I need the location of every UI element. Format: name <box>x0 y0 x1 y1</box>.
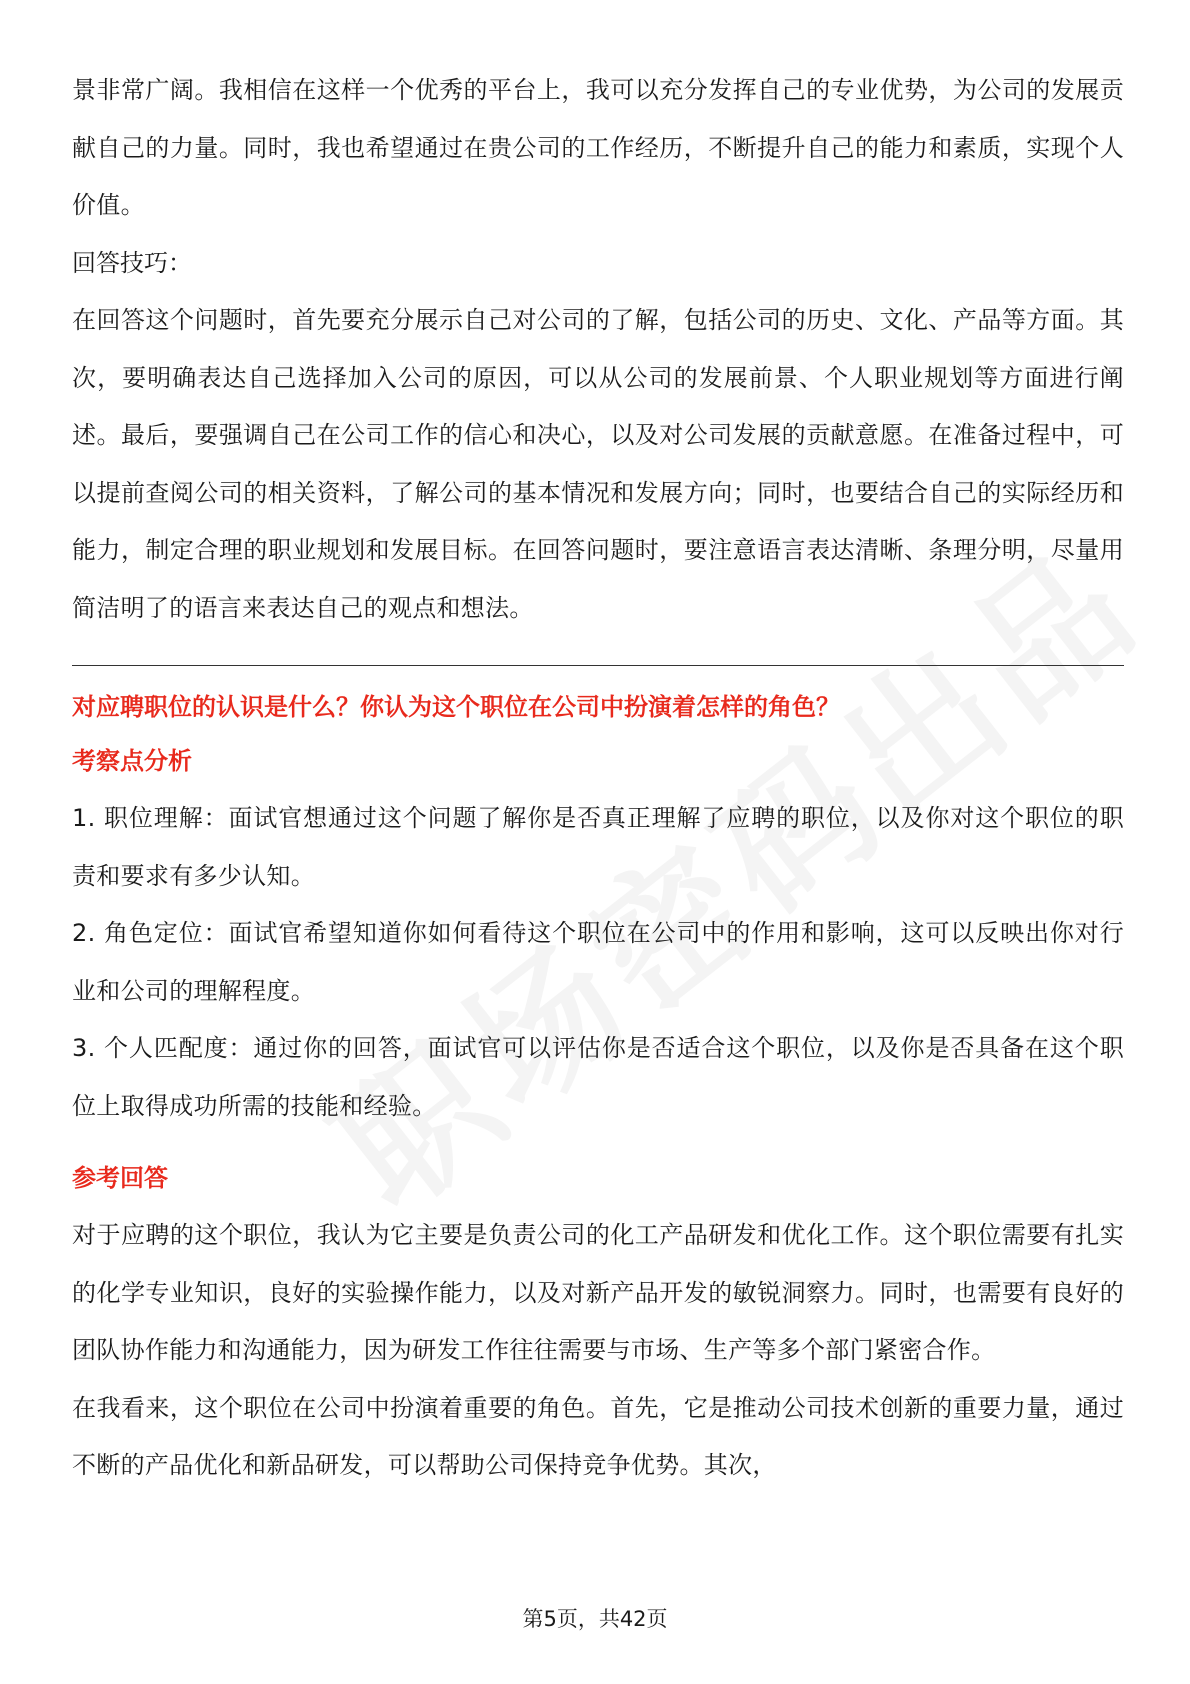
answer-title: 参考回答 <box>72 1164 168 1192</box>
answer-paragraph-1: 对于应聘的这个职位，我认为它主要是负责公司的化工产品研发和优化工作。这个职位需要有扎实的化学专业知识，良好的实验操作能力，以及对新产品开发的敏锐洞察力。同时，也需要有良好的团队协作能力和沟通能力，因为研发工作往往需要与市场、生产等多个部门紧密合作。 <box>72 1221 1124 1364</box>
answer-paragraph-2: 在我看来，这个职位在公司中扮演着重要的角色。首先，它是推动公司技术创新的重要力量，通过不断的产品优化和新品研发，可以帮助公司保持竞争优势。其次， <box>72 1393 1124 1479</box>
tips-paragraph: 在回答这个问题时，首先要充分展示自己对公司的了解，包括公司的历史、文化、产品等方面。其次，要明确表达自己选择加入公司的原因，可以从公司的发展前景、个人职业规划等方面进行阐述。最后，要强调自己在公司工作的信心和决心，以及对公司发展的贡献意愿。在准备过程中，可以提前查阅公司的相关资料，了解公司的基本情况和发展方向；同时，也要结合自己的实际经历和能力，制定合理的职业规划和发展目标。在回答问题时，要注意语言表达清晰、条理分明，尽量用简洁明了的语言来表达自己的观点和想法。 <box>72 306 1124 622</box>
tips-label: 回答技巧： <box>72 248 192 277</box>
analysis-point-2: 2. 角色定位：面试官希望知道你如何看待这个职位在公司中的作用和影响，这可以反映出你对行业和公司的理解程度。 <box>72 919 1124 1005</box>
section-gap <box>72 1135 1124 1149</box>
intro-paragraph: 景非常广阔。我相信在这样一个优秀的平台上，我可以充分发挥自己的专业优势，为公司的发展贡献自己的力量。同时，我也希望通过在贵公司的工作经历，不断提升自己的能力和素质，实现个人价值。 <box>72 76 1124 219</box>
section-divider <box>72 665 1124 666</box>
analysis-point-1: 1. 职位理解：面试官想通过这个问题了解你是否真正理解了应聘的职位，以及你对这个职位的职责和要求有多少认知。 <box>72 804 1124 890</box>
analysis-point-3: 3. 个人匹配度：通过你的回答，面试官可以评估你是否适合这个职位，以及你是否具备在这个职位上取得成功所需的技能和经验。 <box>72 1034 1124 1120</box>
page-footer: 第5页，共42页 <box>522 1607 668 1631</box>
question-title: 对应聘职位的认识是什么？你认为这个职位在公司中扮演着怎样的角色？ <box>72 693 840 721</box>
document-page <box>72 62 1124 1495</box>
analysis-title: 考察点分析 <box>72 747 192 775</box>
